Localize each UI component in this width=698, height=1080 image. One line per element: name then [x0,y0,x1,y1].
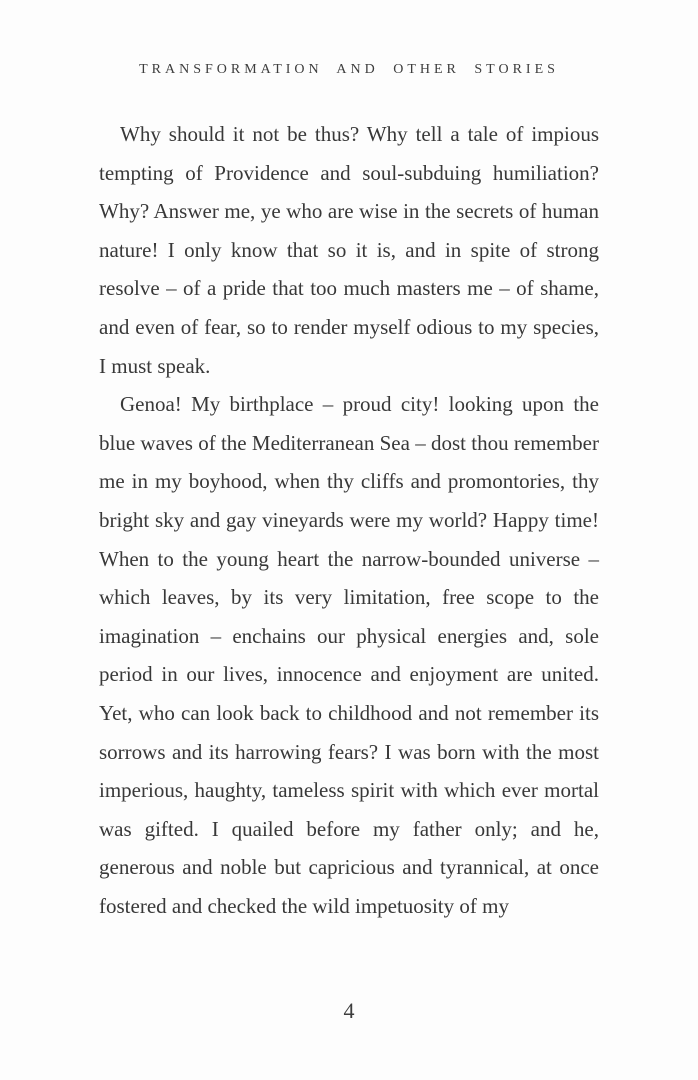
paragraph-1: Why should it not be thus? Why tell a tale of impious tempting of Providence and soul-subduing humiliation? Why? Answer me, ye who are wise in the secrets of human nature! I only know that so it is, and in spite of strong resolve – of a pride that too much masters me – of shame, and even of fear, so to render myself odious to my species, I must speak. [99,122,599,378]
body-text [99,115,599,925]
paragraph-2: Genoa! My birthplace – proud city! looking upon the blue waves of the Mediterranean Sea – dost thou remember me in my boyhood, when thy cliffs and promontories, thy bright sky and gay vineyards were my world? Happy time! When to the young heart the narrow-bounded universe – which leaves, by its very limitation, free scope to the imagination – enchains our physical energies and, sole period in our lives, innocence and enjoyment are united. Yet, who can look back to childhood and not remember its sorrows and its harrowing fears? I was born with the most imperious, haughty, tameless spirit with which ever mortal was gifted. I quailed before my father only; and he, generous and noble but capricious and tyrannical, at once fostered and checked the wild impetuosity of my [99,392,599,918]
running-head: TRANSFORMATION AND OTHER STORIES [139,62,559,77]
page-number: 4 [343,998,355,1023]
